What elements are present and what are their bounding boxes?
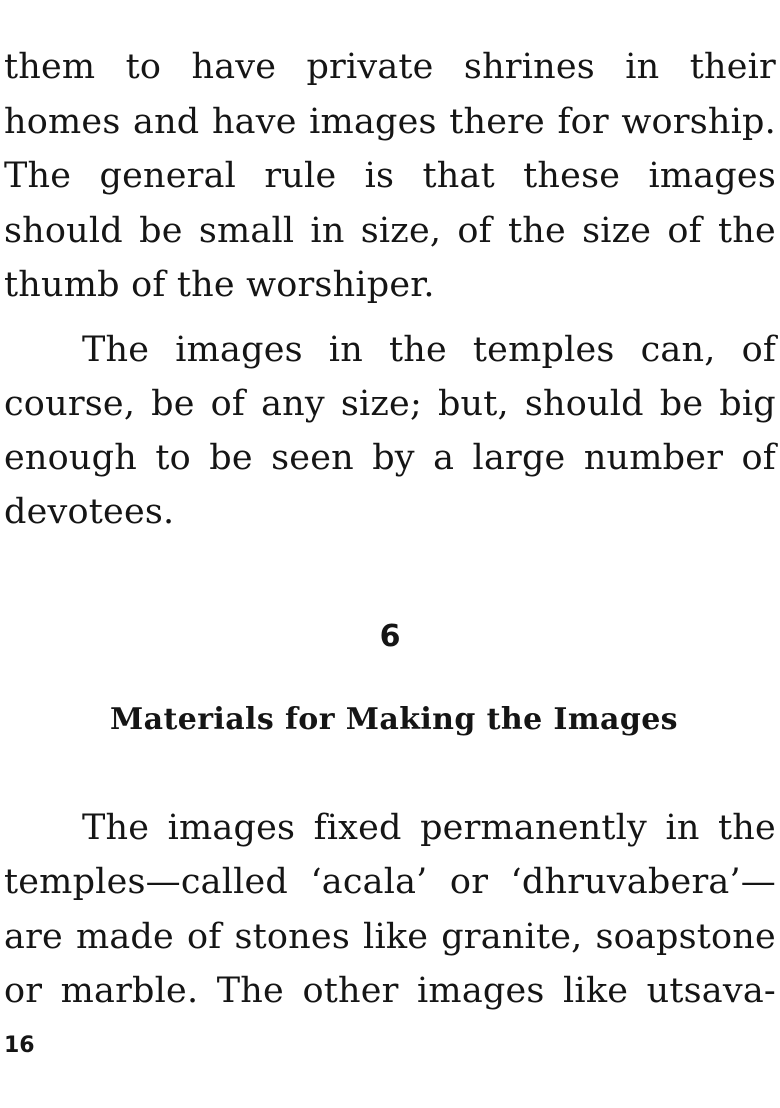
word: their: [689, 47, 776, 87]
chapter-number: 6: [379, 619, 401, 654]
word: large: [472, 438, 566, 478]
word: have: [191, 47, 277, 87]
word: should: [524, 384, 644, 424]
word: should: [4, 211, 123, 251]
word: or: [4, 971, 43, 1011]
word: stones: [234, 917, 350, 957]
word: enough: [4, 438, 138, 478]
word: big: [719, 384, 776, 424]
word: are: [4, 917, 63, 957]
word: and: [133, 102, 200, 142]
word: The: [216, 971, 284, 1011]
word: of: [741, 330, 776, 370]
word: rule: [264, 156, 337, 196]
text-line: [4, 384, 776, 424]
word: them: [4, 47, 96, 87]
word: granite,: [441, 917, 583, 957]
word: or: [449, 862, 489, 902]
text-line: [4, 47, 776, 87]
word: the: [508, 211, 566, 251]
word: The: [82, 330, 150, 370]
word: the: [718, 808, 776, 848]
word: in: [310, 211, 345, 251]
word: the: [718, 211, 776, 251]
word: ‘acala’: [310, 862, 428, 902]
word: like: [363, 917, 429, 957]
word: be: [151, 384, 195, 424]
word: fixed: [313, 808, 402, 848]
word: small: [198, 211, 295, 251]
text-line: [4, 862, 776, 902]
word: images: [417, 971, 545, 1011]
word: is: [364, 156, 395, 196]
word: but,: [437, 384, 509, 424]
word: images: [175, 330, 303, 370]
word: size,: [360, 211, 442, 251]
text-line: thumb of the worshiper.: [4, 265, 435, 305]
word: for: [557, 102, 609, 142]
word: temples: [472, 330, 615, 370]
word: images: [309, 102, 437, 142]
word: of: [667, 211, 702, 251]
word: of: [187, 917, 222, 957]
word: in: [665, 808, 700, 848]
word: size: [582, 211, 652, 251]
word: utsava-: [646, 971, 776, 1011]
word: shrines: [463, 47, 595, 87]
text-line: [82, 808, 776, 848]
word: the: [388, 330, 447, 370]
word: be: [659, 384, 704, 424]
word: be: [139, 211, 183, 251]
word: of: [741, 438, 776, 478]
word: The: [82, 808, 150, 848]
word: images: [167, 808, 296, 848]
word: by: [372, 438, 415, 478]
word: these: [523, 156, 621, 196]
word: permanently: [420, 808, 647, 848]
word: private: [306, 47, 434, 87]
text-line: [4, 156, 776, 196]
word: other: [302, 971, 399, 1011]
text-line: [4, 438, 776, 478]
word: marble.: [60, 971, 199, 1011]
word: size;: [340, 384, 422, 424]
word: can,: [640, 330, 716, 370]
word: temples—called: [4, 862, 289, 902]
word: worship.: [621, 102, 776, 142]
chapter-title: Materials for Making the Images: [110, 702, 678, 737]
text-line: [4, 971, 776, 1011]
text-line: [82, 330, 776, 370]
word: be: [209, 438, 253, 478]
word: that: [422, 156, 495, 196]
word: homes: [4, 102, 121, 142]
word: like: [563, 971, 629, 1011]
word: course,: [4, 384, 136, 424]
word: soapstone: [595, 917, 776, 957]
word: a: [433, 438, 455, 478]
text-line: [4, 102, 776, 142]
text-line: [4, 211, 776, 251]
word: in: [328, 330, 363, 370]
word: made: [75, 917, 174, 957]
word: there: [449, 102, 545, 142]
word: seen: [271, 438, 354, 478]
word: to: [125, 47, 162, 87]
word: any: [261, 384, 325, 424]
text-line: devotees.: [4, 492, 175, 532]
word: to: [155, 438, 191, 478]
word: in: [625, 47, 660, 87]
word: of: [210, 384, 246, 424]
page-number: 16: [4, 1033, 35, 1058]
word: general: [99, 156, 237, 196]
word: images: [648, 156, 776, 196]
word: have: [211, 102, 297, 142]
text-line: [4, 917, 776, 957]
word: number: [583, 438, 724, 478]
word: ‘dhruvabera’—: [510, 862, 776, 902]
word: The: [4, 156, 72, 196]
word: of: [457, 211, 492, 251]
